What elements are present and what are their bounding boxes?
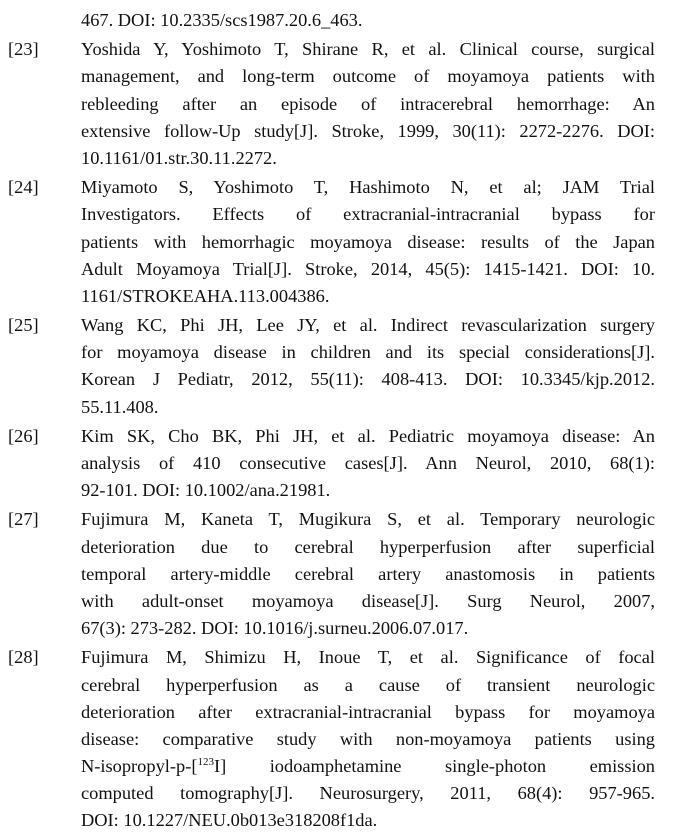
reference-line — [0, 36, 675, 63]
reference-line — [0, 118, 675, 145]
reference-number: [24] — [8, 177, 39, 198]
reference-line — [0, 506, 675, 533]
reference-number: [28] — [8, 647, 39, 668]
reference-text: Investigators. Effects of extracranial-intracranial bypass for — [81, 204, 655, 225]
reference-line — [0, 561, 675, 588]
reference-text: 10.1161/01.str.30.11.2272. — [81, 147, 277, 168]
reference-entry — [0, 36, 675, 172]
reference-line — [0, 366, 675, 393]
reference-line — [0, 7, 675, 34]
reference-text: management, and long-term outcome of moyamoya patients with — [81, 66, 655, 87]
reference-line — [0, 339, 675, 366]
reference-line — [0, 394, 675, 421]
reference-line — [0, 450, 675, 477]
reference-text: analysis of 410 consecutive cases[J]. Ann Neurol, 2010, 68(1): — [81, 453, 655, 473]
reference-text: N-isopropyl-p-[$^{123}$I] iodoamphetamine single-photon emission — [81, 756, 655, 777]
reference-number: [25] — [8, 315, 39, 336]
reference-entry — [0, 423, 675, 505]
reference-text: rebleeding after an episode of intracerebral hemorrhage: An — [81, 93, 655, 114]
reference-line — [0, 699, 675, 726]
reference-line — [0, 753, 675, 780]
reference-text: Fujimura M, Shimizu H, Inoue T, et al. Significance of focal — [81, 647, 655, 668]
reference-number: [26] — [8, 425, 39, 446]
reference-text: Adult Moyamoya Trial[J]. Stroke, 2014, 45(5): 1415-1421. DOI: 10. — [81, 258, 655, 279]
reference-line — [0, 201, 675, 228]
reference-entry — [0, 7, 675, 34]
reference-entry — [0, 644, 675, 834]
reference-line — [0, 588, 675, 615]
reference-text: deterioration after extracranial-intracranial bypass for moyamoya — [81, 701, 655, 722]
reference-text: deterioration due to cerebral hyperperfusion after superficial — [81, 536, 655, 557]
reference-line — [0, 91, 675, 118]
reference-text: 67(3): 273-282. DOI: 10.1016/j.surneu.2006.07.017. — [81, 618, 469, 639]
reference-text: temporal artery-middle cerebral artery anastomosis in patients — [81, 563, 655, 584]
reference-text: Korean J Pediatr, 2012, 55(11): 408-413. DOI: 10.3345/kjp.2012. — [81, 369, 655, 390]
reference-text: Kim SK, Cho BK, Phi JH, et al. Pediatric moyamoya disease: An — [81, 425, 655, 446]
reference-line — [0, 256, 675, 283]
reference-text: Yoshida Y, Yoshimoto T, Shirane R, et al. Clinical course, surgical — [81, 39, 655, 60]
reference-text: for moyamoya disease in children and its special considerations[J]. — [81, 342, 655, 363]
reference-line — [0, 672, 675, 699]
reference-line — [0, 229, 675, 256]
reference-entry — [0, 506, 675, 642]
reference-text: 55.11.408. — [81, 396, 159, 417]
reference-line — [0, 63, 675, 90]
reference-line — [0, 283, 675, 310]
reference-entry — [0, 174, 675, 310]
reference-line — [0, 726, 675, 753]
reference-line — [0, 615, 675, 642]
reference-text: DOI: 10.1227/NEU.0b013e318208f1da. — [81, 810, 378, 831]
reference-line — [0, 780, 675, 807]
reference-entry — [0, 312, 675, 421]
reference-line — [0, 145, 675, 172]
reference-line — [0, 807, 675, 834]
reference-line — [0, 477, 675, 504]
reference-text: cerebral hyperperfusion as a cause of transient neurologic — [81, 674, 655, 695]
reference-text: computed tomography[J]. Neurosurgery, 2011, 68(4): 957-965. — [81, 783, 655, 804]
reference-text: Fujimura M, Kaneta T, Mugikura S, et al. Temporary neurologic — [81, 509, 655, 530]
reference-line — [0, 312, 675, 339]
reference-text: 1161/STROKEAHA.113.004386. — [81, 285, 330, 306]
reference-text: disease: comparative study with non-moyamoya patients using — [81, 728, 655, 749]
reference-list — [0, 7, 675, 837]
reference-line — [0, 174, 675, 201]
reference-text: 467. DOI: 10.2335/scs1987.20.6_463. — [81, 10, 363, 30]
reference-line — [0, 423, 675, 450]
reference-line — [0, 644, 675, 671]
reference-text: extensive follow-Up study[J]. Stroke, 1999, 30(11): 2272-2276. DOI: — [81, 120, 655, 141]
reference-number: [23] — [8, 39, 39, 60]
reference-text: 92-101. DOI: 10.1002/ana.21981. — [81, 480, 331, 501]
reference-text: patients with hemorrhagic moyamoya disease: results of the Japan — [81, 231, 655, 252]
reference-text: with adult-onset moyamoya disease[J]. Surg Neurol, 2007, — [81, 590, 655, 611]
reference-number: [27] — [8, 509, 39, 530]
reference-text: Miyamoto S, Yoshimoto T, Hashimoto N, et al; JAM Trial — [81, 177, 655, 198]
reference-text: Wang KC, Phi JH, Lee JY, et al. Indirect revascularization surgery — [81, 315, 655, 336]
reference-line — [0, 534, 675, 561]
